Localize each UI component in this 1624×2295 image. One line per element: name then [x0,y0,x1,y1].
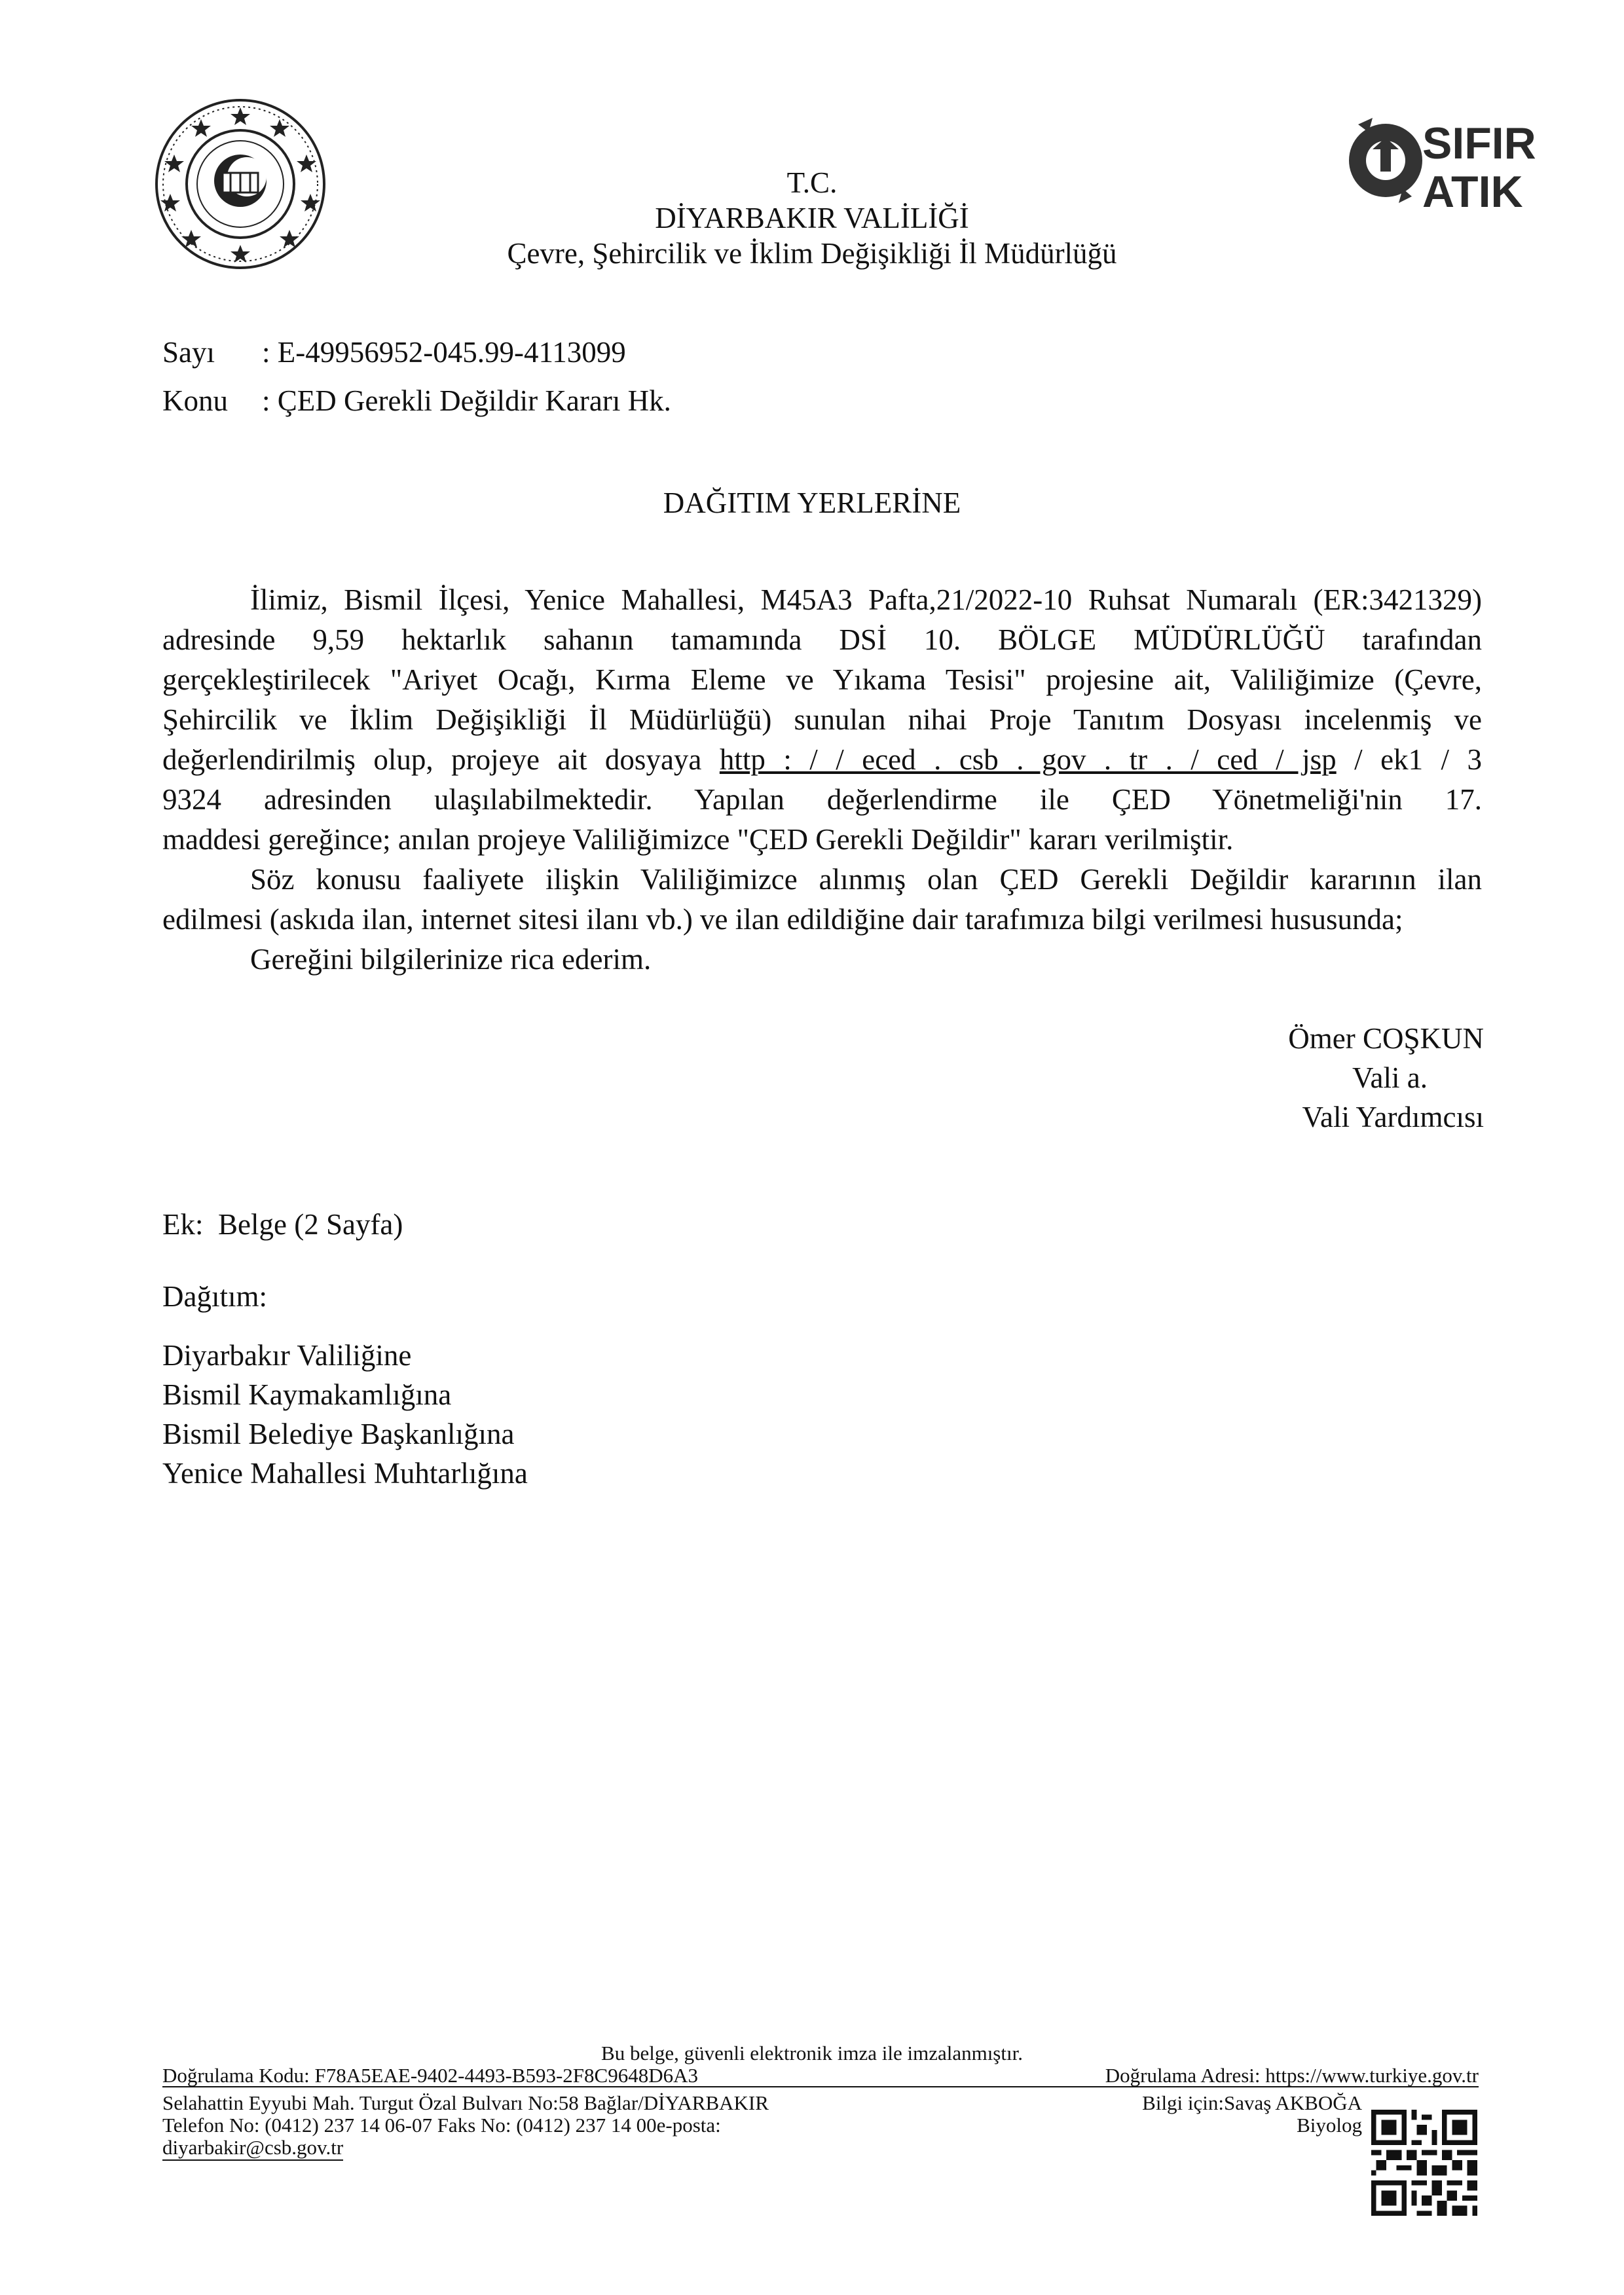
qr-code-icon [1371,2110,1477,2216]
body-line: Şehircilik ve İklim Değişikliği İl Müdürlüğü) sunulan nihai Proje Tanıtım Dosyası incelenmiş ve [162,703,1482,736]
footer-email: diyarbakir@csb.gov.tr [162,2136,343,2161]
sayi-label: Sayı [162,336,215,369]
logo-text-sifir: SIFIR [1422,119,1536,168]
closing-line: Gereğini bilgilerinize rica ederim. [250,943,652,976]
sayi-value: : E-49956952-045.99-4113099 [262,336,626,369]
verification-code: Doğrulama Kodu: F78A5EAE-9402-4493-B593-2F8C9648D6A3 [162,2064,699,2087]
body-line-with-link [162,740,1482,780]
header-governorship: DİYARBAKIR VALİLİĞİ [655,202,969,234]
addressee: DAĞITIM YERLERİNE [663,487,961,519]
distribution-item: Yenice Mahallesi Muhtarlığına [162,1457,528,1490]
distribution-item: Bismil Belediye Başkanlığına [162,1418,515,1450]
eced-link[interactable]: http : / / eced . csb . gov . tr . / ced / jsp [719,743,1337,776]
header-directorate: Çevre, Şehircilik ve İklim Değişikliği İl Müdürlüğü [507,237,1117,270]
body-text: değerlendirilmiş olup, projeye ait dosyaya [162,743,702,776]
konu-label: Konu [162,384,228,417]
attachment-line: Ek: Belge (2 Sayfa) [162,1208,403,1241]
header-tc: T.C. [786,166,838,199]
info-contact: Bilgi için:Savaş AKBOĞA [1142,2091,1362,2114]
body-line: maddesi gereğince; anılan projeye Valiliğimizce "ÇED Gerekli Değildir" kararı verilmiştir. [162,823,1234,856]
footer-rule [162,2086,1479,2087]
footer-phone: Telefon No: (0412) 237 14 06-07 Faks No: (0412) 237 14 00e-posta: [162,2114,721,2137]
footer-address: Selahattin Eyyubi Mah. Turgut Özal Bulvarı No:58 Bağlar/DİYARBAKIR [162,2091,769,2114]
signer-name: Ömer COŞKUN [1288,1022,1484,1055]
body-line: Söz konusu faaliyete ilişkin Valiliğimizce alınmış olan ÇED Gerekli Değildir kararının ilan [250,863,1482,896]
distribution-item: Diyarbakır Valiliğine [162,1339,412,1372]
konu-value: : ÇED Gerekli Değildir Kararı Hk. [262,384,671,417]
signer-title: Vali Yardımcısı [1302,1101,1484,1133]
esign-note: Bu belge, güvenli elektronik imza ile imzalanmıştır. [601,2042,1023,2065]
body-line: 9324 adresinden ulaşılabilmektedir. Yapılan değerlendirme ile ÇED Yönetmeliği'nin 17. [162,783,1482,816]
distribution-label: Dağıtım: [162,1280,267,1313]
body-text: / ek1 / 3 [1354,743,1483,776]
letter-body [162,580,1482,980]
signer-authority: Vali a. [1352,1061,1428,1094]
verification-address: Doğrulama Adresi: https://www.turkiye.gov.tr [1105,2064,1479,2087]
body-line: İlimiz, Bismil İlçesi, Yenice Mahallesi, M45A3 Pafta,21/2022-10 Ruhsat Numaralı (ER:3421329) [250,583,1482,616]
distribution-item: Bismil Kaymakamlığına [162,1378,452,1411]
info-title: Biyolog [1297,2114,1362,2137]
body-line: gerçekleştirilecek "Ariyet Ocağı, Kırma Eleme ve Yıkama Tesisi" projesine ait, Valiliğimize (Çevre, [162,663,1482,696]
logo-text-atik: ATIK [1422,167,1523,217]
body-line: edilmesi (askıda ilan, internet sitesi ilanı vb.) ve ilan edildiğine dair tarafımıza bilgi verilmesi hususunda; [162,903,1403,936]
body-line: adresinde 9,59 hektarlık sahanın tamamında DSİ 10. BÖLGE MÜDÜRLÜĞÜ tarafından [162,623,1482,656]
